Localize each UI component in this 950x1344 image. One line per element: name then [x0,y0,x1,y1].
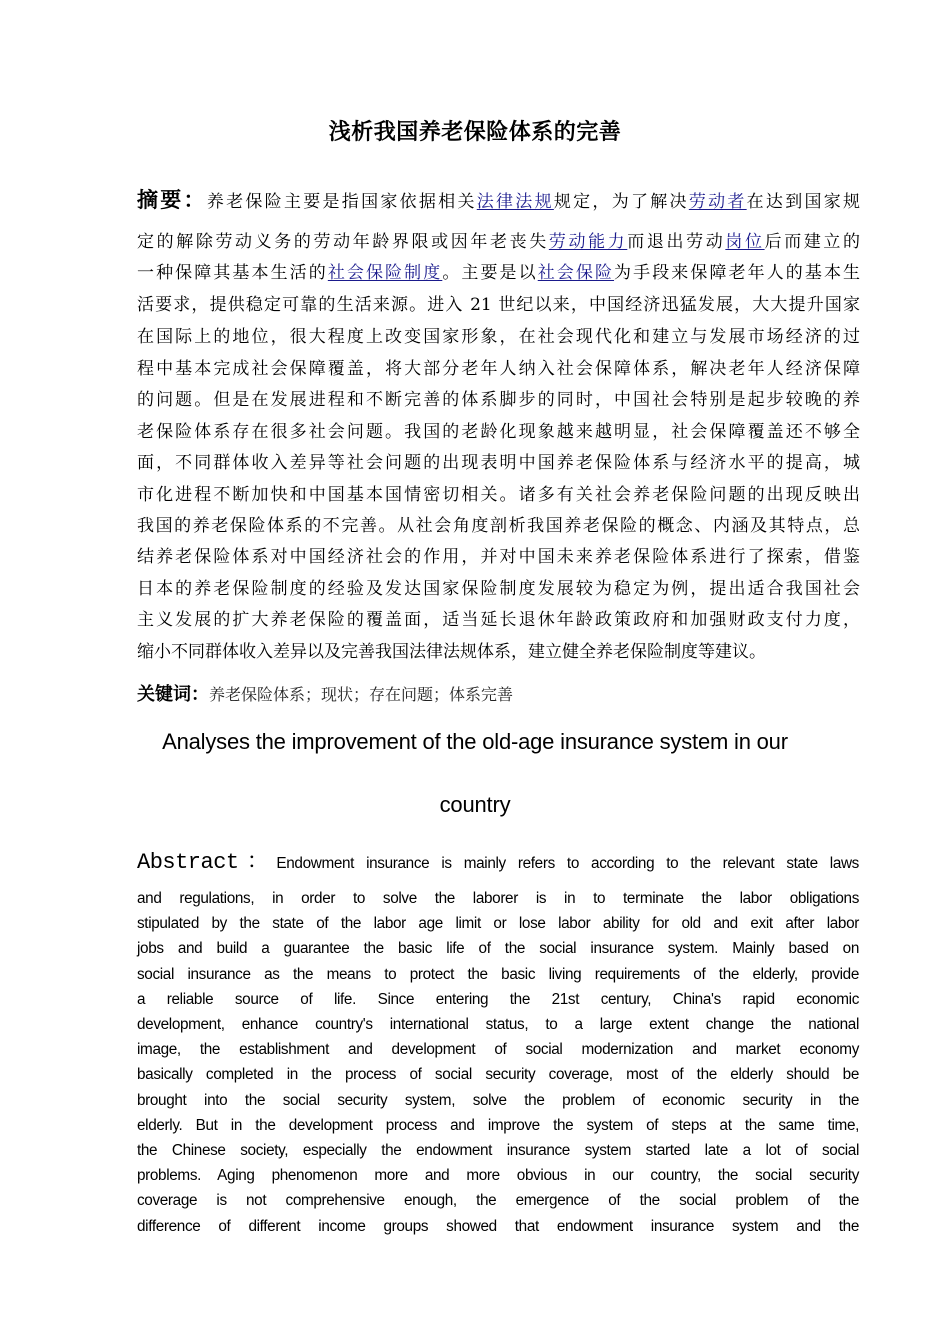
abstract-en-first-text: Endowment insurance is mainly refers to according to the relevant state laws [276,855,859,872]
text-span: 定的解除劳动义务的劳动年龄界限或因年老丧失 [137,232,549,252]
text-span: 养老保险主要是指国家依据相关 [206,192,477,212]
abstract-cn-label: 摘要： [137,188,207,212]
abstract-en-line: image, the establishment and development of social modernization and market economy [137,1041,859,1059]
text-span: 主义发展的扩大养老保险的覆盖面，适当延长退休年龄政策政府和加强财政支付力度， [137,610,860,630]
abstract-en-line: and regulations, in order to solve the laborer is in to terminate the labor obligations [137,890,859,907]
text-span: 后而建立的 [764,232,861,252]
document-title-en-line1: Analyses the improvement of the old-age insurance system in our [162,729,788,754]
abstract-en-line: jobs and build a guarantee the basic life of the social insurance system. Mainly based on [137,940,859,958]
abstract-en-line: difference of different income groups showed that endowment insurance system and the [137,1217,859,1235]
abstract-en-line: a reliable source of life. Since entering the 21st century, China's rapid economic [137,990,859,1008]
text-span: 一种保障其基本生活的 [137,263,328,283]
document-title-cn: 浅析我国养老保险体系的完善 [328,120,622,145]
term-link[interactable]: 法律法规 [476,192,554,212]
text-span: 在达到国家规 [746,192,861,212]
abstract-cn-line [137,515,860,537]
abstract-en-line: elderly. But in the development process and improve the system of steps at the same time, [137,1116,859,1134]
abstract-en-first-line [137,850,859,875]
abstract-en-line: social insurance as the means to protect the basic living requirements of the elderly, provide [137,965,859,983]
abstract-cn-line [137,609,860,631]
abstract-en-line: stipulated by the state of the labor age limit or lose labor ability for old and exit after labor [137,915,859,933]
text-span: 缩小不同群体收入差异以及完善我国法律法规体系，建立健全养老保险制度等建议。 [137,642,766,662]
text-span: 老保险体系存在很多社会问题。我国的老龄化现象越来越明显，社会保障覆盖还不够全 [137,422,860,442]
abstract-en-line: problems. Aging phenomenon more and more obvious in our country, the social security [137,1167,859,1185]
abstract-cn-line [137,262,860,284]
abstract-cn-line [137,641,860,663]
keywords-label: 关键词： [137,684,209,705]
text-span: 为手段来保障老年人的基本生 [614,263,861,283]
abstract-cn-line [137,294,860,316]
term-link[interactable]: 社会保险制度 [327,263,443,283]
text-span: 在国际上的地位，很大程度上改变国家形象，在社会现代化和建立与发展市场经济的过 [137,327,860,347]
text-span: 面，不同群体收入差异等社会问题的出现表明中国养老保险体系与经济水平的提高，城 [137,453,860,473]
abstract-cn-line [137,484,860,506]
abstract-en-line: the Chinese society, especially the endowment insurance system started late a lot of social [137,1142,859,1159]
text-span: 市化进程不断加快和中国基本国情密切相关。诸多有关社会养老保险问题的出现反映出 [137,485,860,505]
abstract-cn-line [137,358,860,380]
abstract-cn-line [137,389,860,411]
term-link[interactable]: 岗位 [725,232,765,252]
text-span: 。主要是以 [442,263,538,283]
text-span: 程中基本完成社会保障覆盖，将大部分老年人纳入社会保障体系，解决老年人经济保障 [137,359,860,379]
abstract-cn-line [137,452,860,474]
abstract-cn-line [137,546,860,568]
text-span: 结养老保险体系对中国经济社会的作用，并对中国未来养老保险体系进行了探索，借鉴 [137,547,860,567]
text-span: 而退出劳动 [627,232,726,252]
term-link[interactable]: 劳动能力 [548,232,628,252]
text-span: 的问题。但是在发展进程和不断完善的体系脚步的同时，中国社会特别是起步较晚的养 [137,390,860,410]
abstract-cn-line [137,421,860,443]
abstract-en-label: Abstract： [137,850,277,875]
abstract-cn-line [137,578,860,600]
keywords-cn [137,684,860,706]
abstract-en-line: coverage is not comprehensive enough, the emergence of the social problem of the [137,1192,859,1210]
document-title-en-line2: country [439,792,511,817]
abstract-cn-line [137,231,860,253]
term-link[interactable]: 社会保险 [537,263,615,283]
text-span: 日本的养老保险制度的经验及发达国家保险制度发展较为稳定为例，提出适合我国社会 [137,579,860,599]
abstract-en-line: development, enhance country's international status, to a large extent change the national [137,1016,859,1033]
abstract-en-line: brought into the social security system, solve the problem of economic security in the [137,1091,859,1109]
abstract-cn-line [137,189,860,213]
text-span: 我国的养老保险体系的不完善。从社会角度剖析我国养老保险的概念、内涵及其特点，总 [137,516,860,536]
text-span: 活要求，提供稳定可靠的生活来源。进入 21 世纪以来，中国经济迅猛发展，大大提升国家 [137,295,860,315]
keywords-text: 养老保险体系；现状；存在问题；体系完善 [209,685,514,704]
abstract-en-line: basically completed in the process of social security coverage, most of the elderly should be [137,1066,859,1084]
term-link[interactable]: 劳动者 [688,192,747,212]
abstract-cn-line [137,326,860,348]
text-span: 规定，为了解决 [553,192,689,212]
